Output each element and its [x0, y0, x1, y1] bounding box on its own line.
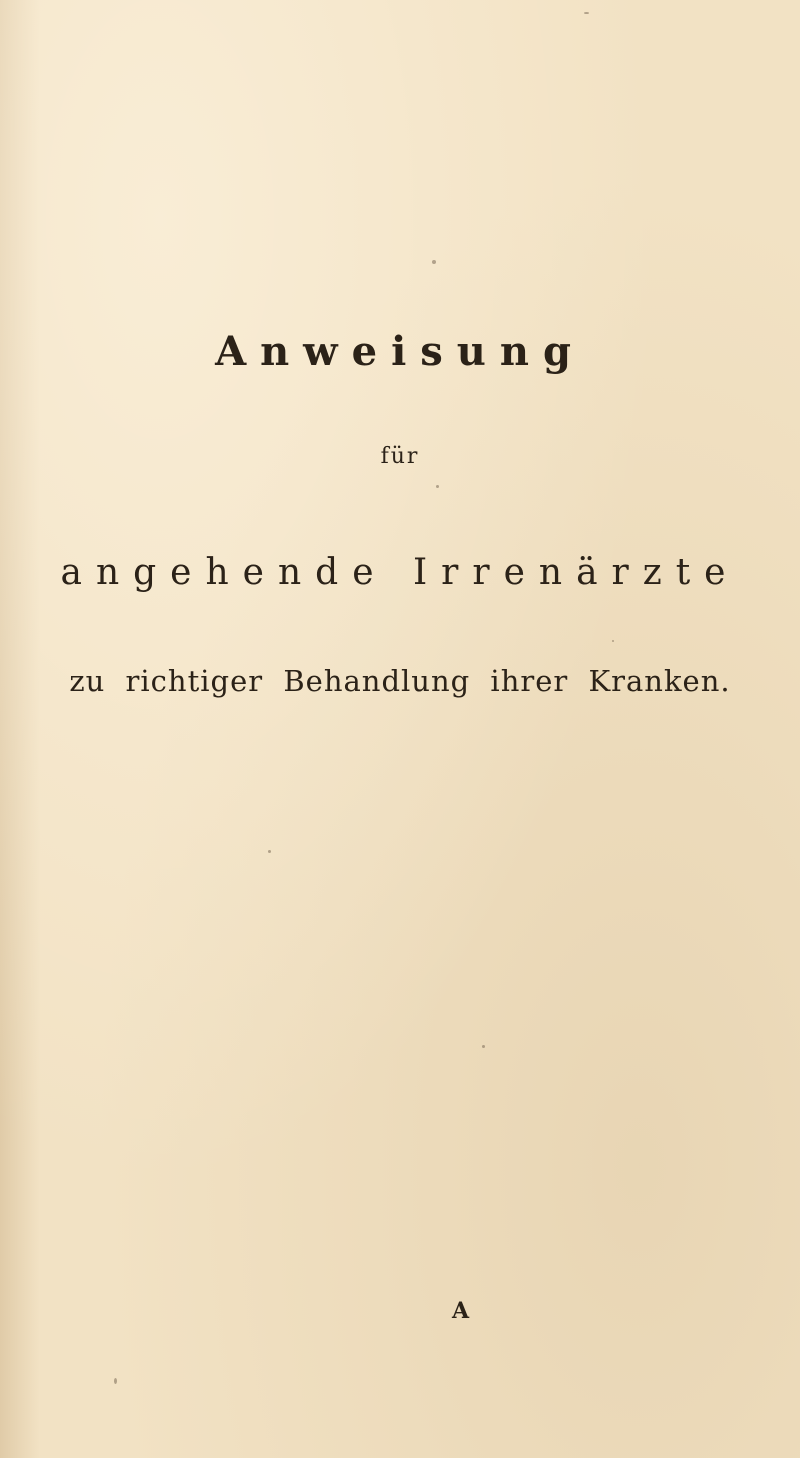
paper-speck: [268, 850, 271, 853]
preposition-text: für: [380, 444, 420, 469]
paper-speck: [436, 485, 439, 488]
paper-speck: [584, 12, 589, 14]
paper-speck: [432, 260, 436, 264]
signature-mark: A: [452, 1298, 470, 1324]
purpose-line: zu richtiger Behandlung ihrer Kranken.: [69, 664, 731, 698]
paper-speck: [482, 1045, 485, 1048]
paper-speck: [612, 640, 614, 642]
paper-speck: [114, 1378, 117, 1384]
page-title: Anweisung: [215, 328, 585, 375]
subject-line: angehende Irrenärzte: [60, 552, 740, 593]
